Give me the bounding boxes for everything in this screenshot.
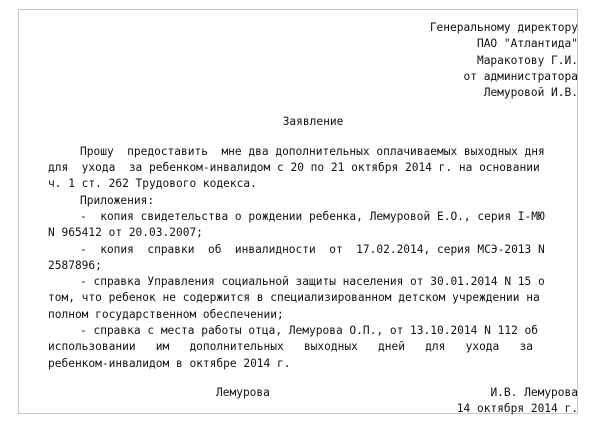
sender-name: Лемуровой И.В. [483,86,578,100]
attachments-heading: Приложения: [80,193,155,207]
request-line: Прошу предоставить мне два дополнительных оплачиваемых выходных дня [80,144,545,158]
attachment-line: том, что ребенок не содержится в специализированном детском учреждении на [48,291,540,305]
document-date: 14 октября 2014 г. [456,402,578,416]
attachment-item [48,209,578,242]
attachment-line: - справка Управления социальной защиты населения от 30.01.2014 N 15 о [80,275,545,289]
request-line: для ухода за ребенком-инвалидом с 20 по 21 октября 2014 г. на основании [48,161,540,175]
signatory-name: И.В. Лемурова [490,385,578,399]
addressee-position: Генеральному директору [429,21,578,34]
attachment-line: - копия справки об инвалидности от 17.02.2014, серия МСЭ-2013 N [80,242,545,256]
attachment-item [48,323,578,372]
signature-row [48,385,578,401]
attachment-line: ребенком-инвалидом в октябре 2014 г. [48,356,291,370]
attachment-item [48,242,578,275]
addressee-company: ПАО "Атлантида" [476,37,578,51]
addressee-block [48,20,578,101]
sender-position: от администратора [463,69,578,83]
attachment-line: - копия свидетельства о рождении ребенка, Лемуровой Е.О., серия I-МЮ [80,209,545,223]
request-paragraph [48,144,578,193]
attachment-line: 2587896; [48,258,102,272]
attachment-line: полном государственном обеспечении; [48,307,284,321]
document-title: Заявление [282,115,344,129]
attachments-section [48,193,578,372]
addressee-name: Маракотову Г.И. [476,53,578,67]
attachment-line: N 965412 от 20.03.2007; [48,226,203,240]
attachment-item [48,274,578,323]
signature: Лемурова [216,385,270,399]
attachment-line: - справка с места работы отца, Лемурова О.П., от 13.10.2014 N 112 об [80,324,539,338]
request-line: ч. 1 ст. 262 Трудового кодекса. [48,177,257,191]
attachment-line: использовании им дополнительных выходных дней для ухода за [48,340,533,354]
application-document [48,20,578,418]
